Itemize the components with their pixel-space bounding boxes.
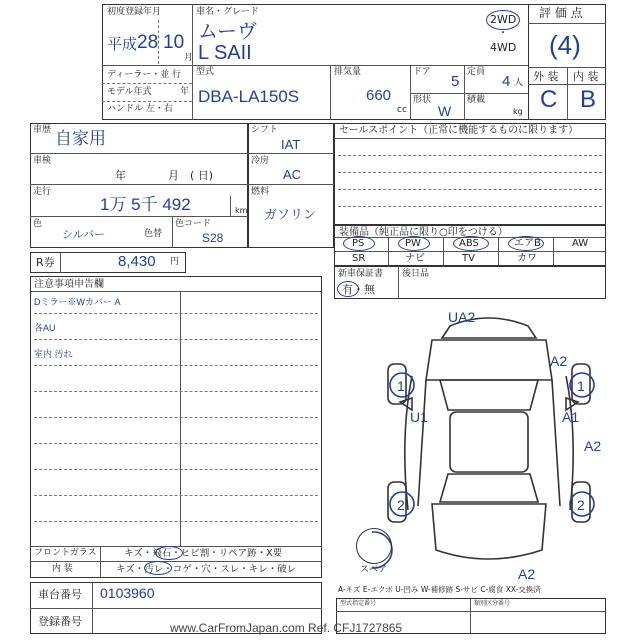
damage-left-mid: U1 (410, 409, 428, 425)
glass-options: キズ・飛石・ヒビ割・リペア跡・X要 (124, 548, 283, 559)
ac-label: 冷房 (251, 156, 270, 166)
note-line-1: Dミラー※Wカバー A (34, 297, 121, 307)
damage-legend: A-キズ E-エクボ U-凹み W-補修跡 S-サビ C-腐食 XX-交換済 (338, 585, 541, 594)
interior-options: キズ・汚レ・コゲ・穴・スレ・キレ・破レ (116, 564, 297, 575)
inspection-year: 年 (115, 169, 126, 182)
note-line-2: 各AU (34, 323, 56, 333)
color-code: S28 (202, 231, 224, 245)
displacement: 660 (366, 87, 392, 104)
exterior-grade: C (540, 86, 558, 113)
r-label: R券 (36, 256, 55, 269)
model-year-unit: 年 (180, 87, 190, 97)
capacity: 4 (502, 73, 511, 90)
damage-rear: A2 (518, 566, 536, 582)
drive-2wd: 2WD (490, 13, 517, 26)
mileage-unit: km (235, 206, 248, 215)
note-line-3: 室内 汚れ (34, 349, 73, 359)
equip-sr: SR (352, 253, 366, 264)
interior-grade: B (580, 86, 597, 113)
class-number-label: 類別区分番号 (474, 600, 511, 607)
handle-label: ハンドル 左・右 (107, 104, 173, 114)
notes-label: 注意事項申告欄 (34, 279, 104, 290)
color-change-label: 色替 (144, 229, 163, 239)
tire-rear-right: 2 (577, 497, 585, 513)
shift-value: IAT (281, 137, 301, 152)
color-value: シルバー (62, 229, 105, 241)
model-type-label: 型式 (196, 67, 215, 77)
model-type: DBA-LA150S (198, 87, 300, 106)
door-label: ドア (413, 67, 431, 77)
equip-navi: ナビ (405, 253, 425, 264)
equip-aw: AW (572, 238, 589, 249)
spare-tire-circle (356, 528, 392, 564)
score-value: (4) (549, 30, 581, 60)
warranty-value: 有・無 (342, 283, 375, 296)
glass-label: フロントガラス (34, 548, 97, 558)
chassis-label: 車台番号 (38, 588, 82, 601)
watermark: www.CarFromJapan.com Ref. CFJ1727865 (170, 621, 403, 635)
model-year-label: モデル年式 (107, 87, 152, 97)
car-name-label: 車名・グレード (196, 7, 260, 17)
capacity-label: 定員 (467, 67, 486, 77)
record-label: 後日品 (402, 269, 430, 279)
equip-ps: PS (352, 238, 365, 249)
equip-tv: TV (462, 253, 475, 264)
shift-label: シフト (251, 125, 279, 135)
drive-dot: ・ (498, 28, 508, 39)
displacement-label: 排気量 (334, 67, 362, 77)
inspection-month: 月 (168, 169, 179, 182)
fuel-value: ガソリン (264, 207, 317, 222)
r-unit: 円 (170, 257, 180, 267)
sales-point-label: セールスポイント（正常に機能するものに限ります） (339, 125, 579, 136)
type-number-label: 型式指定番号 (340, 600, 377, 607)
grade: L SAII (198, 42, 252, 64)
registration-month: 10 (163, 32, 185, 53)
damage-right-mid: A1 (562, 409, 580, 425)
interior-label: 内 装 (573, 70, 599, 83)
registration-number-label: 登録番号 (38, 615, 82, 628)
inspection-day: ( 日) (190, 169, 214, 182)
ac-value: AC (283, 167, 302, 182)
history-label: 車歴 (33, 125, 52, 135)
chassis-number: 0103960 (100, 585, 155, 601)
dealer-label: ディーラー・並 行 (107, 70, 182, 80)
equipment-label: 装備品（純正品に限り○印をつける） (339, 227, 508, 238)
spare-label: スペア (360, 565, 388, 575)
mileage-value: 1万 5千 492 (100, 195, 191, 214)
load-unit: kg (513, 107, 523, 116)
damage-front: UA2 (448, 309, 476, 325)
tire-front-left: 1 (397, 378, 405, 394)
fuel-label: 燃料 (251, 187, 270, 197)
shape: W (438, 103, 452, 119)
mileage-label: 走行 (33, 187, 52, 197)
history-value: 自家用 (55, 129, 106, 148)
equip-pw: PW (405, 238, 421, 249)
equip-leather: カワ (517, 253, 537, 264)
interior-stain-circle (144, 561, 172, 575)
color-code-label: 色コード (175, 219, 212, 229)
interior-notes-label: 内 装 (52, 564, 73, 574)
car-name: ムーヴ (198, 21, 257, 43)
shape-label: 形状 (413, 95, 432, 105)
tire-front-right: 1 (577, 378, 585, 394)
load-label: 積載 (467, 95, 486, 105)
equip-airbag: エアB (514, 238, 541, 249)
equip-abs: ABS (459, 238, 479, 249)
damage-right-rear: A2 (584, 438, 602, 454)
color-label: 色 (33, 219, 43, 229)
cc-unit: cc (397, 105, 407, 115)
doors: 5 (451, 73, 460, 90)
score-label: 評 価 点 (539, 6, 583, 20)
inspection-label: 車検 (33, 156, 52, 166)
exterior-label: 外 装 (533, 70, 559, 83)
glass-chip-circle (155, 546, 183, 560)
drive-4wd: 4WD (490, 41, 517, 54)
tire-rear-left: 2 (397, 497, 405, 513)
era: 平成 (107, 36, 138, 53)
warranty-label: 新車保証書 (338, 269, 384, 279)
r-amount: 8,430 (118, 253, 156, 270)
capacity-unit: 人 (514, 78, 524, 88)
registration-year: 28 (137, 32, 159, 53)
notes-box (30, 276, 322, 578)
car-diagram (372, 306, 604, 578)
month-unit: 月 (184, 53, 194, 63)
first-registration-label: 初度登録年月 (107, 7, 162, 17)
damage-right-front: A2 (550, 353, 568, 369)
